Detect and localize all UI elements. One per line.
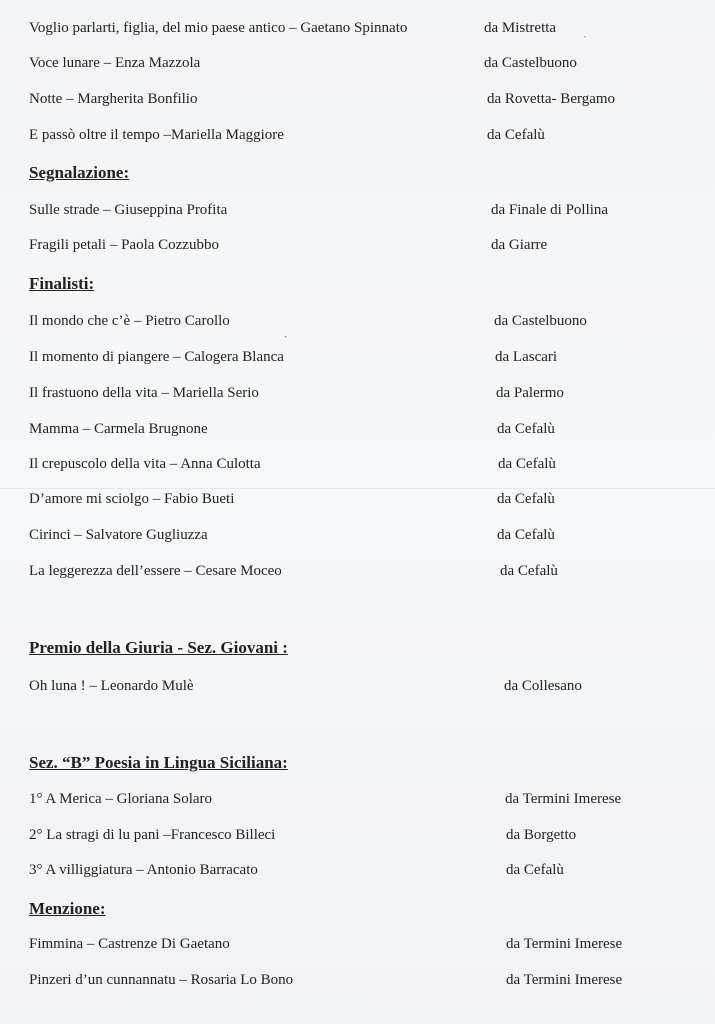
entry-place: da Termini Imerese xyxy=(506,972,623,988)
section-heading: Finalisti: xyxy=(29,274,95,293)
list-item xyxy=(0,382,715,404)
section-heading: Sez. “B” Poesia in Lingua Siciliana: xyxy=(29,753,288,772)
list-item xyxy=(0,788,715,810)
list-item xyxy=(0,199,715,221)
list-item xyxy=(0,234,715,256)
entry-title: Il mondo che c’è – Pietro Carollo xyxy=(29,313,230,329)
entry-place: da Castelbuono xyxy=(494,313,587,329)
entry-place: da Termini Imerese xyxy=(505,791,622,807)
entry-title: 1° A Merica – Gloriana Solaro xyxy=(29,791,213,807)
entry-place: da Cefalù xyxy=(500,563,558,579)
entry-place: da Cefalù xyxy=(497,491,555,507)
entry-place: da Cefalù xyxy=(487,127,545,143)
entry-place: da Cefalù xyxy=(497,527,555,543)
entry-place: da Cefalù xyxy=(497,421,555,437)
entry-place: da Mistretta xyxy=(484,20,557,36)
entry-title: 2° La stragi di lu pani –Francesco Billeci xyxy=(29,827,276,843)
entry-title: D’amore mi sciolgo – Fabio Bueti xyxy=(29,491,235,507)
stray-mark: ˎ xyxy=(583,26,587,38)
entry-title: Fragili petali – Paola Cozzubbo xyxy=(29,237,219,253)
list-item xyxy=(0,824,715,846)
entry-title: Oh luna ! – Leonardo Mulè xyxy=(29,678,194,694)
entry-title: Il momento di piangere – Calogera Blanca xyxy=(29,349,284,365)
entry-place: da Finale di Pollina xyxy=(491,202,609,218)
list-item xyxy=(0,859,715,881)
entry-place: da Cefalù xyxy=(498,456,556,472)
list-item xyxy=(0,124,715,146)
entry-title: Cirinci – Salvatore Gugliuzza xyxy=(29,527,208,543)
list-item xyxy=(0,453,715,475)
list-item xyxy=(0,488,715,510)
stray-mark: ˏ xyxy=(284,327,288,338)
entry-title: Voglio parlarti, figlia, del mio paese antico – Gaetano Spinnato xyxy=(29,20,408,36)
list-item xyxy=(0,418,715,440)
list-item xyxy=(0,675,715,697)
list-item xyxy=(0,310,715,332)
entry-place: da Borgetto xyxy=(506,827,577,843)
entry-place: da Castelbuono xyxy=(484,55,577,71)
entry-place: da Palermo xyxy=(496,385,564,401)
entry-title: La leggerezza dell’essere – Cesare Moceo xyxy=(29,563,282,579)
entry-title: Il frastuono della vita – Mariella Serio xyxy=(29,385,259,401)
list-item xyxy=(0,88,715,110)
entry-title: Sulle strade – Giuseppina Profita xyxy=(29,202,228,218)
list-item xyxy=(0,17,715,39)
entry-title: Notte – Margherita Bonfilio xyxy=(29,91,198,107)
list-item xyxy=(0,933,715,955)
entry-title: Voce lunare – Enza Mazzola xyxy=(29,55,201,71)
list-item xyxy=(0,524,715,546)
entry-title: 3° A villiggiatura – Antonio Barracato xyxy=(29,862,258,878)
entry-title: Il crepuscolo della vita – Anna Culotta xyxy=(29,456,261,472)
entry-place: da Rovetta- Bergamo xyxy=(487,91,616,107)
entry-title: Fimmina – Castrenze Di Gaetano xyxy=(29,936,230,952)
section-heading: Premio della Giuria - Sez. Giovani : xyxy=(29,638,288,657)
entry-title: E passò oltre il tempo –Mariella Maggiore xyxy=(29,127,284,143)
entry-title: Pinzeri d’un cunnannatu – Rosaria Lo Bono xyxy=(29,972,294,988)
list-item xyxy=(0,52,715,74)
section-heading: Menzione: xyxy=(29,899,106,918)
entry-place: da Cefalù xyxy=(506,862,564,878)
list-item xyxy=(0,346,715,368)
entry-place: da Termini Imerese xyxy=(506,936,623,952)
section-heading: Segnalazione: xyxy=(29,163,130,182)
list-item xyxy=(0,969,715,991)
entry-title: Mamma – Carmela Brugnone xyxy=(29,421,208,437)
entry-place: da Lascari xyxy=(495,349,558,365)
list-item xyxy=(0,560,715,582)
entry-place: da Giarre xyxy=(491,237,548,253)
entry-place: da Collesano xyxy=(504,678,582,694)
